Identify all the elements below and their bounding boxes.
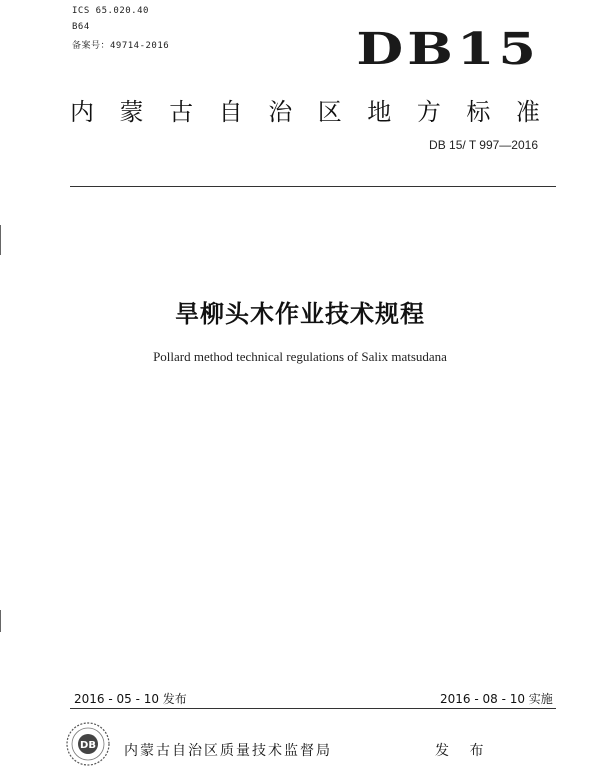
footer-divider [70,708,556,709]
header-divider [70,186,556,187]
standard-type-char: 区 [317,98,342,126]
standard-type-char: 准 [515,98,540,126]
standard-type-char: 蒙 [119,98,144,126]
issuing-authority: 内蒙古自治区质量技术监督局 [124,743,332,759]
seal-text: DB [80,740,96,751]
ccs-code: B64 [72,22,90,32]
standard-type-heading [70,92,540,127]
issuer-seal [64,720,112,768]
document-title-english: Pollard method technical regulations of Salix matsudana [153,349,447,364]
scan-margin-mark [0,610,1,632]
standard-type-char: 标 [466,98,491,126]
ics-code: ICS 65.020.40 [72,6,149,16]
issue-date: 2016 - 05 - 10 发布 [74,692,187,706]
standard-type-char: 地 [367,98,392,126]
publish-label: 发 布 [435,743,492,759]
standard-type-char: 治 [268,98,293,126]
db15-logo: DB15 [356,22,540,75]
standard-type-char: 古 [169,98,194,126]
implementation-date: 2016 - 08 - 10 实施 [440,692,553,706]
record-number: 备案号：49714-2016 [72,41,170,51]
standard-type-char: 方 [416,98,441,126]
document-title-chinese: 旱柳头木作业技术规程 [175,300,425,328]
standard-code: DB 15/ T 997—2016 [429,138,538,152]
standard-type-char: 内 [70,98,94,126]
standard-type-char: 自 [218,98,243,126]
scan-margin-mark [0,225,1,255]
